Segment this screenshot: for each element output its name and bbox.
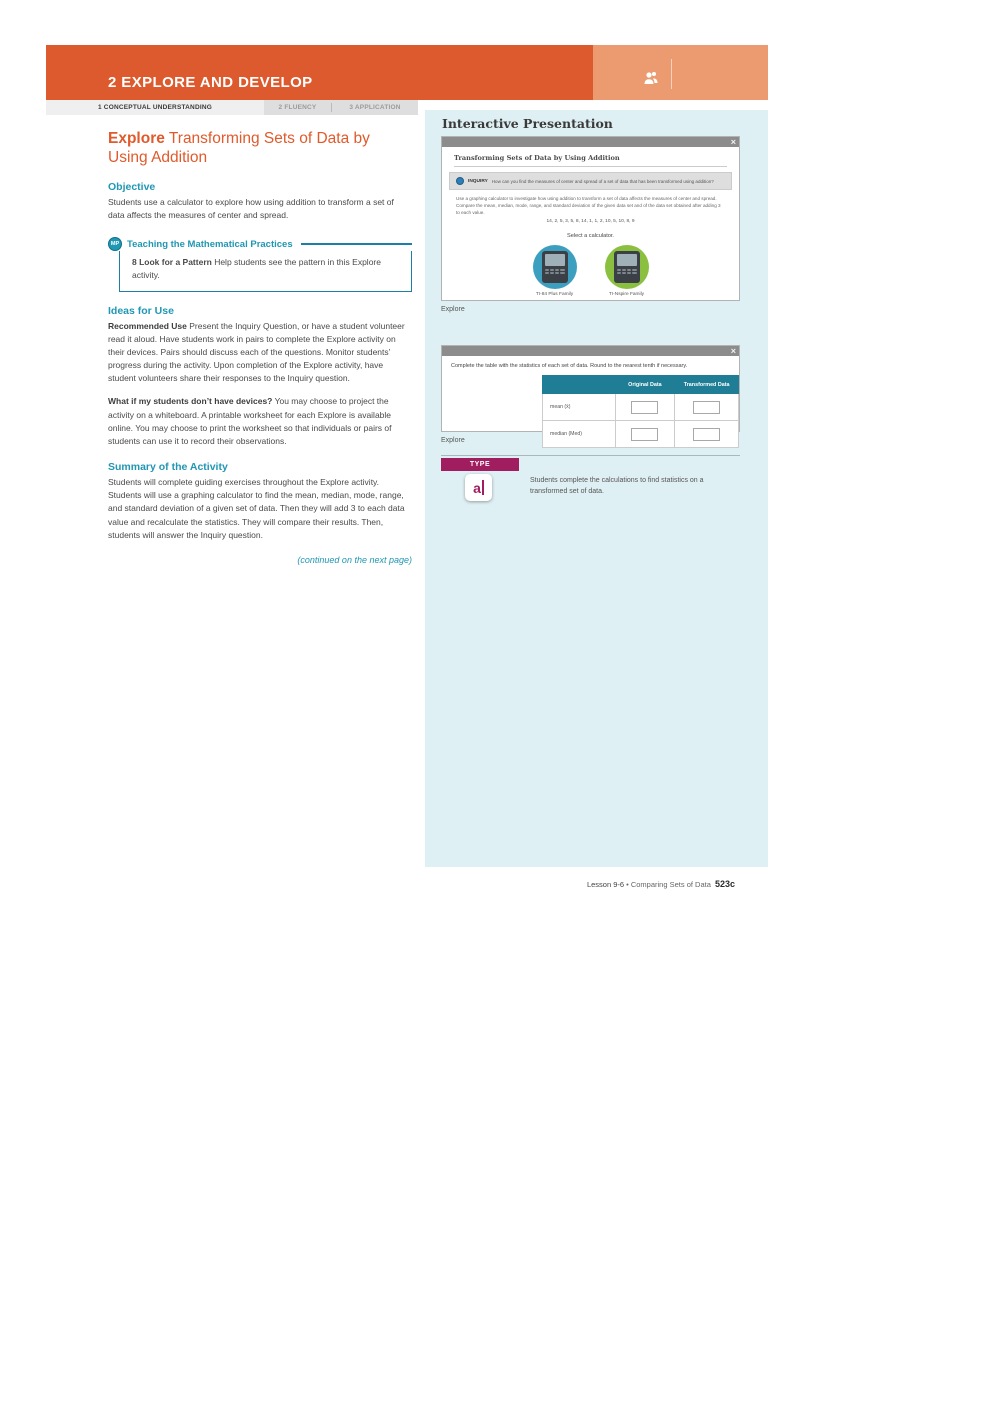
explore-title: Transforming Sets of Data by Using Addition xyxy=(108,130,370,166)
stat-column-header xyxy=(543,376,616,394)
calculator-options xyxy=(442,245,739,297)
footer-page-number: 523c xyxy=(714,879,735,889)
summary-body: Students will complete guiding exercises throughout the Explore activity. Students will use a graphing calculator to find the mean, median, mode, range, and standard deviation of a given set of data. Then they will add 3 to each data value and recalculate the statistics. They will compare their results. Then, students will answer the Inquiry question. xyxy=(108,477,405,540)
mp-rule xyxy=(301,243,412,245)
calculator-option-tinspire[interactable] xyxy=(599,245,655,297)
header-main xyxy=(46,45,593,100)
footer-lesson: Lesson 9-6 xyxy=(586,880,625,889)
inquiry-label: INQUIRY xyxy=(468,178,488,184)
summary-heading: Summary of the Activity xyxy=(108,461,228,474)
slide1-title: Transforming Sets of Data by Using Addition xyxy=(454,154,727,167)
rigor-tab-bar xyxy=(46,100,418,115)
footer-title: Comparing Sets of Data xyxy=(630,880,713,889)
inquiry-question: How can you find the measures of center and spread of a set of data that has been transformed using addition? xyxy=(491,178,714,184)
mp-callout-box xyxy=(119,251,412,291)
no-devices-label: What if my students don’t have devices? xyxy=(108,396,273,407)
header-right xyxy=(593,45,768,100)
mp-practice-text: Help students see the pattern in this Explore activity. xyxy=(132,257,381,281)
statistics-table xyxy=(542,375,739,448)
header-bar xyxy=(46,45,768,100)
table-row xyxy=(543,421,739,448)
mean-original-cell xyxy=(615,394,675,421)
type-activity-icon xyxy=(465,474,492,501)
mean-transformed-cell xyxy=(675,394,739,421)
inquiry-banner xyxy=(449,172,732,190)
people-icon[interactable] xyxy=(643,71,659,85)
slide2-caption: Explore xyxy=(441,437,465,444)
median-original-input[interactable] xyxy=(631,428,658,441)
ti84-label: TI-84 Plus Family xyxy=(535,292,574,298)
type-icon-cursor xyxy=(482,480,484,495)
interactive-presentation-panel xyxy=(425,110,768,867)
table-header-row xyxy=(543,376,739,394)
interactive-presentation-heading: Interactive Presentation xyxy=(442,116,613,131)
mp-header-row xyxy=(108,237,412,251)
close-icon[interactable]: × xyxy=(730,346,736,356)
tab-fluency[interactable]: 2 FLUENCY xyxy=(278,104,317,111)
ideas-heading: Ideas for Use xyxy=(108,304,174,317)
table-row xyxy=(543,394,739,421)
explore-slide-2 xyxy=(441,345,740,437)
type-description: Students complete the calculations to find statistics on a transformed set of data. xyxy=(530,477,704,495)
mp-practice-label: 8 Look for a Pattern xyxy=(132,257,212,268)
no-devices-text: You may choose to project the activity on a whiteboard. A printable worksheet for each Explore is available online. You may choose to print the worksheet so that individuals or pairs of students can use it to record their observations. xyxy=(108,396,392,446)
slide1-data-set: 14, 2, 5, 3, 5, 8, 14, 1, 1, 2, 10, 5, 10, 8, 9 xyxy=(546,219,635,225)
recommended-use-label: Recommended Use xyxy=(108,320,187,331)
slide1-caption: Explore xyxy=(441,306,465,313)
mean-original-input[interactable] xyxy=(631,401,658,414)
explore-heading xyxy=(108,130,412,168)
mean-transformed-input[interactable] xyxy=(693,401,720,414)
explore-slide-1 xyxy=(441,136,740,301)
transformed-data-header: Transformed Data xyxy=(675,376,739,394)
median-original-cell xyxy=(615,421,675,448)
footer-separator: • xyxy=(624,880,631,889)
stat-label-mean: mean (x̄) xyxy=(543,394,616,421)
slide2-titlebar xyxy=(442,346,739,356)
close-icon[interactable]: × xyxy=(730,137,736,147)
explore-label: Explore xyxy=(108,130,165,147)
lesson-left-column xyxy=(108,130,412,565)
slide1-titlebar xyxy=(442,137,739,147)
recommended-use-paragraph xyxy=(108,320,412,386)
continued-note: (continued on the next page) xyxy=(297,554,412,565)
mp-icon: MP xyxy=(108,237,122,251)
ti84-calculator-icon[interactable] xyxy=(533,245,577,289)
slide2-instruction: Complete the table with the statistics of each set of data. Round to the nearest tenth if necessary. xyxy=(451,363,688,369)
tinspire-label: TI-Nspire Family xyxy=(608,292,645,298)
slide1-body: Use a graphing calculator to investigate how using addition to transform a set of data affects the measures of center and spread. Compare the mean, median, mode, range, and standard deviation of the given data set and of the data set obtained after adding 3 to each value. xyxy=(456,196,721,216)
panel-divider xyxy=(441,455,740,456)
inquiry-icon xyxy=(456,177,464,185)
stat-label-median: median (Med) xyxy=(543,421,616,448)
original-data-header: Original Data xyxy=(615,376,675,394)
tab-application[interactable]: 3 APPLICATION xyxy=(349,104,401,111)
tab-conceptual-understanding[interactable]: 1 CONCEPTUAL UNDERSTANDING xyxy=(46,100,264,115)
tinspire-calculator-icon[interactable] xyxy=(605,245,649,289)
objective-heading: Objective xyxy=(108,180,156,193)
page-title: 2 EXPLORE AND DEVELOP xyxy=(108,74,313,91)
no-devices-paragraph xyxy=(108,395,412,448)
median-transformed-cell xyxy=(675,421,739,448)
type-icon-letter: a xyxy=(473,479,481,496)
type-badge: TYPE xyxy=(441,458,519,471)
mp-heading: Teaching the Mathematical Practices xyxy=(127,238,293,250)
page-footer xyxy=(425,879,735,889)
objective-body: Students use a calculator to explore how using addition to transform a set of data affects the measures of center and spread. xyxy=(108,196,394,220)
calculator-option-ti84[interactable] xyxy=(527,245,583,297)
header-divider xyxy=(671,59,672,89)
recommended-use-text: Present the Inquiry Question, or have a student volunteer read it aloud. Have students work in pairs to complete the Explore activity on their devices. Pairs should discuss each of the questions. Monitor students’ progress during the activity. Upon completion of the Explore activity, have student volunteers share their responses to the Inquiry question. xyxy=(108,320,405,384)
select-calculator-label: Select a calculator. xyxy=(567,233,614,240)
median-transformed-input[interactable] xyxy=(693,428,720,441)
